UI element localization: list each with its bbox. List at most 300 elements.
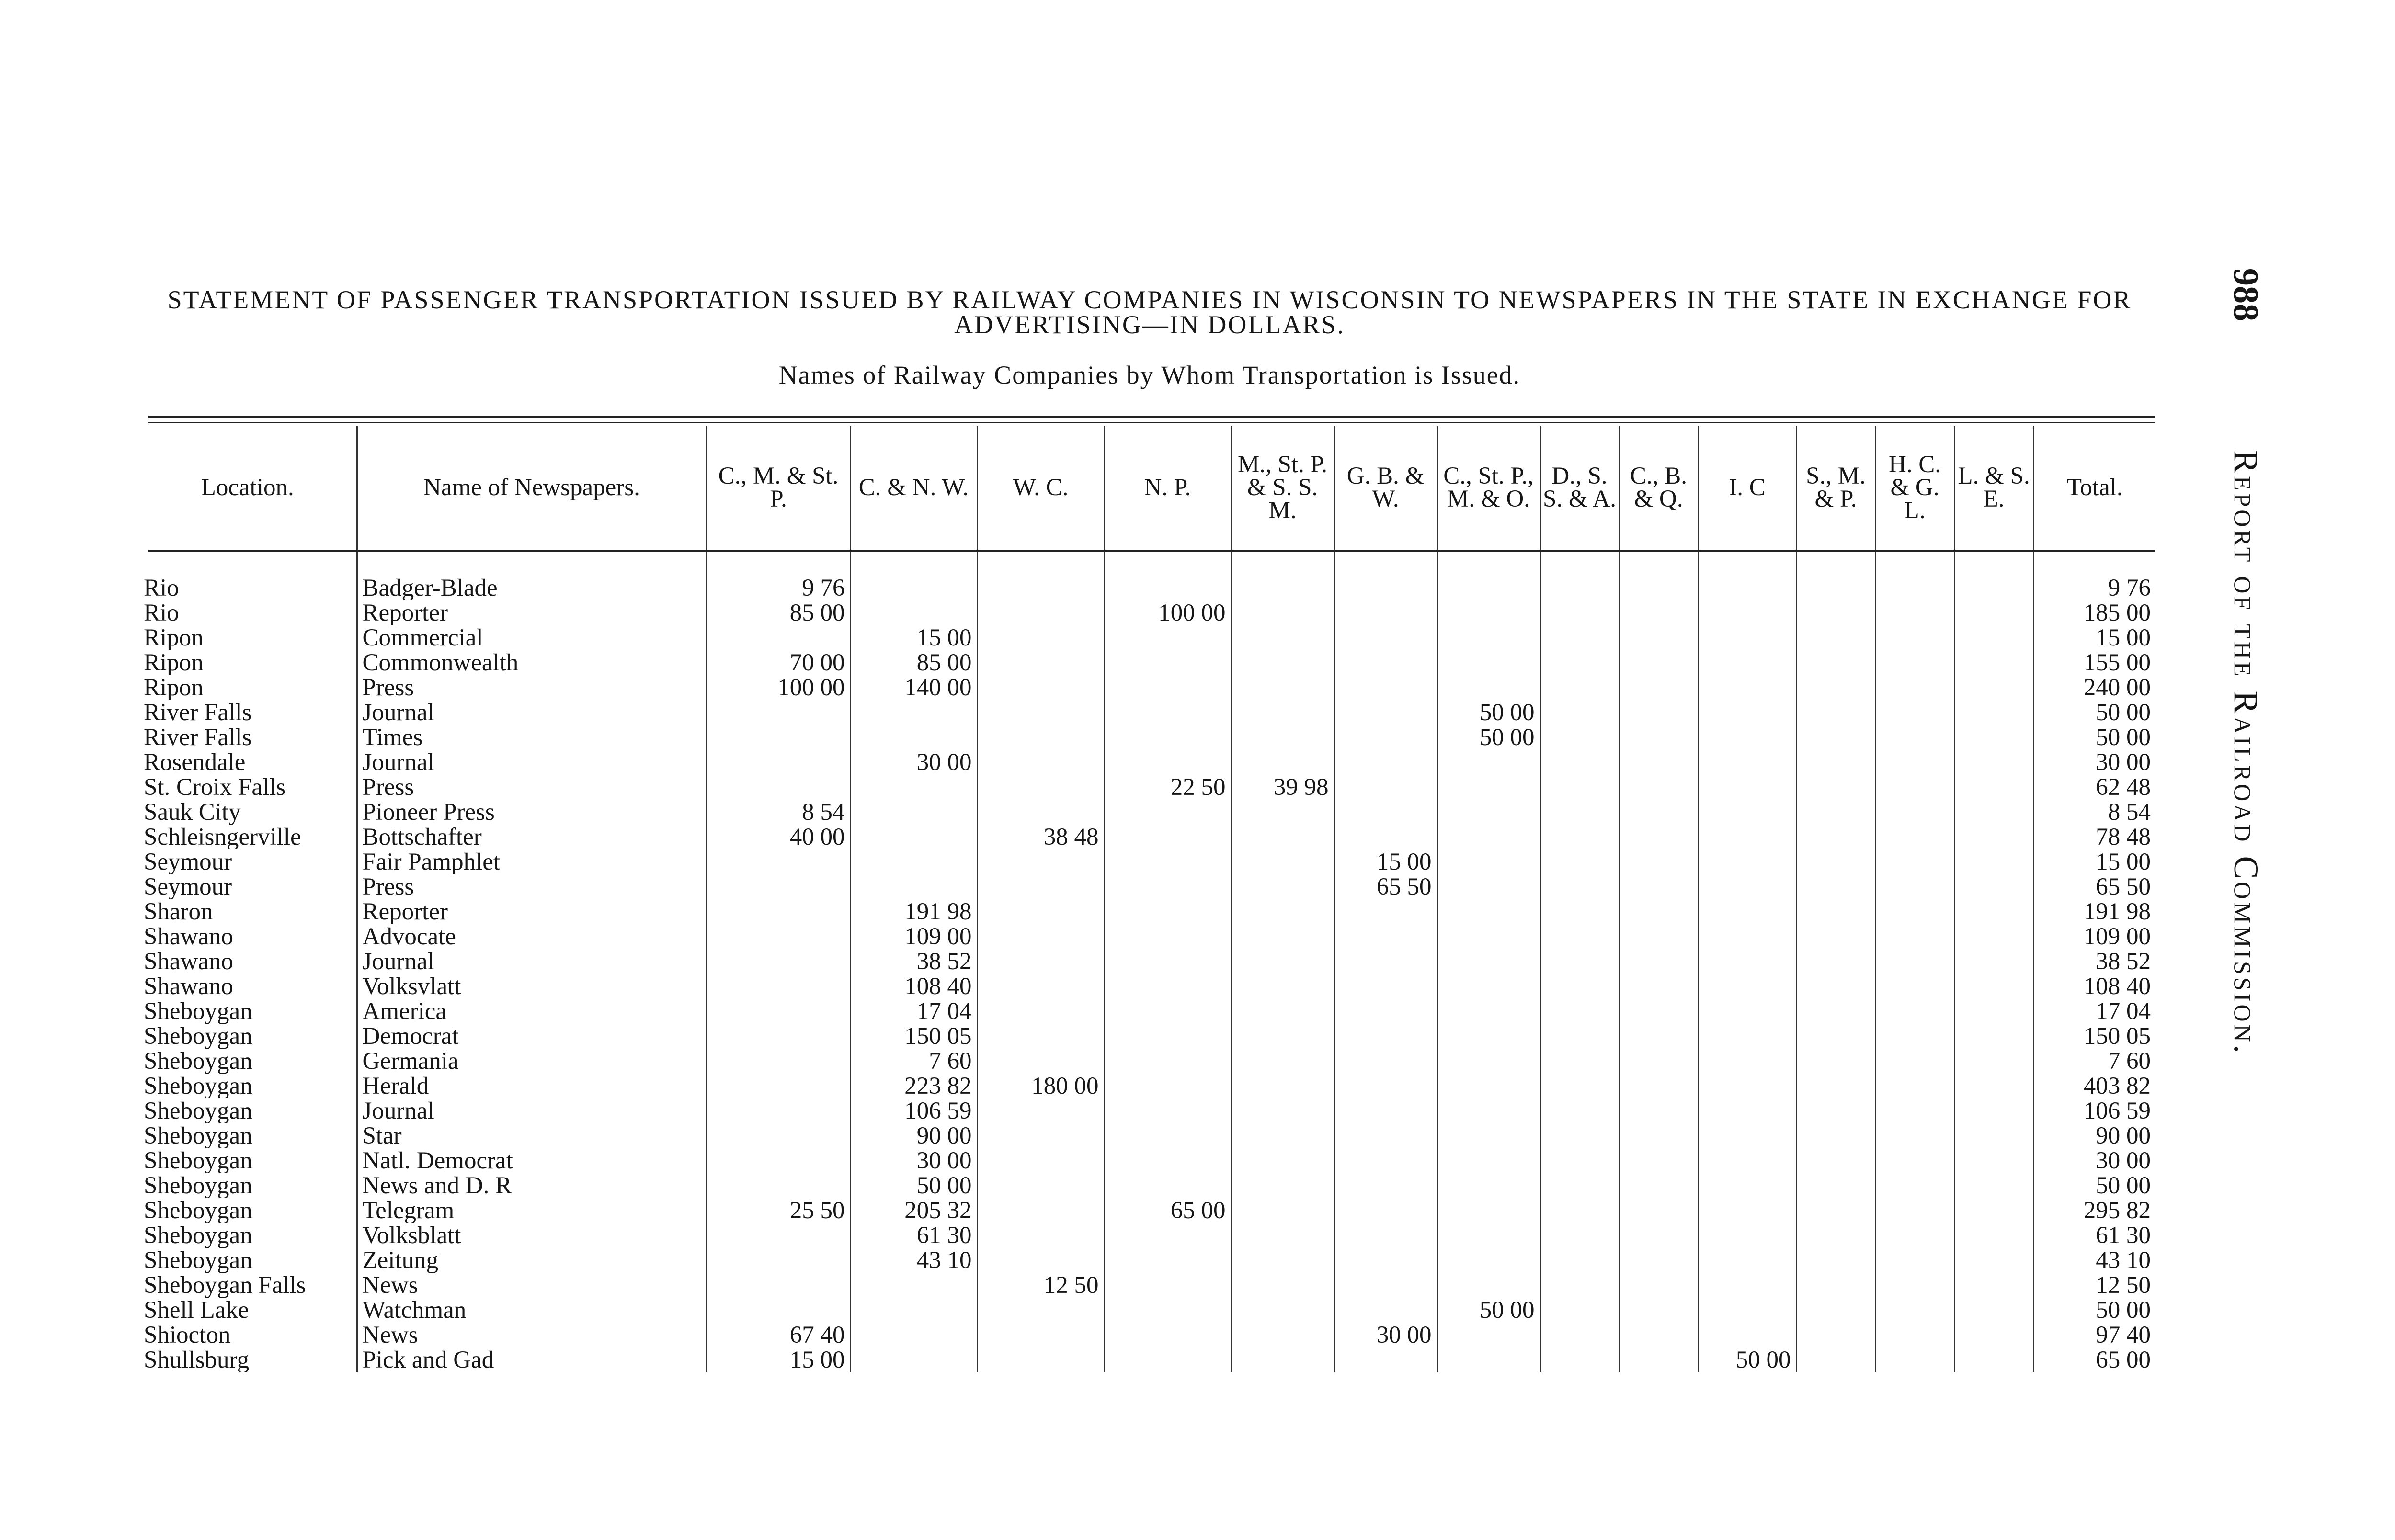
amount-cell — [1540, 1273, 1619, 1298]
column-header: M., St. P. & S. S. M. — [1231, 426, 1334, 549]
amount-cell — [1334, 924, 1437, 949]
newspaper-cell: News — [357, 1273, 707, 1298]
amount-cell — [1104, 1049, 1231, 1074]
amount-cell — [850, 549, 977, 600]
table-row — [139, 1248, 2156, 1273]
total-cell: 191 98 — [2033, 899, 2156, 924]
amount-cell: 106 59 — [850, 1098, 977, 1123]
amount-cell — [1334, 775, 1437, 800]
amount-cell — [1954, 1348, 2033, 1372]
amount-cell — [1437, 750, 1540, 775]
amount-cell — [1540, 549, 1619, 600]
amount-cell — [850, 849, 977, 874]
amount-cell — [1875, 825, 1954, 849]
newspaper-cell: Press — [357, 874, 707, 899]
amount-cell — [1231, 1173, 1334, 1198]
newspaper-cell: Volksblatt — [357, 1223, 707, 1248]
amount-cell — [1954, 1298, 2033, 1323]
amount-cell: 7 60 — [850, 1049, 977, 1074]
amount-cell — [1619, 1348, 1698, 1372]
amount-cell — [977, 949, 1104, 974]
amount-cell — [1104, 825, 1231, 849]
amount-cell — [707, 899, 850, 924]
table-row — [139, 725, 2156, 750]
total-cell: 155 00 — [2033, 650, 2156, 675]
amount-cell — [977, 874, 1104, 899]
amount-cell — [1437, 1223, 1540, 1248]
amount-cell — [1875, 949, 1954, 974]
amount-cell — [1437, 1248, 1540, 1273]
amount-cell — [1437, 924, 1540, 949]
total-cell: 78 48 — [2033, 825, 2156, 849]
amount-cell — [1104, 800, 1231, 825]
amount-cell — [1954, 1049, 2033, 1074]
amount-cell — [1954, 625, 2033, 650]
amount-cell — [1796, 775, 1875, 800]
amount-cell — [1540, 874, 1619, 899]
amount-cell: 12 50 — [977, 1273, 1104, 1298]
total-cell: 97 40 — [2033, 1323, 2156, 1348]
amount-cell: 15 00 — [707, 1348, 850, 1372]
amount-cell — [1954, 1173, 2033, 1198]
amount-cell — [1437, 625, 1540, 650]
amount-cell: 67 40 — [707, 1323, 850, 1348]
amount-cell — [1619, 625, 1698, 650]
table-row — [139, 1123, 2156, 1148]
amount-cell: 9 76 — [707, 549, 850, 600]
amount-cell — [977, 1049, 1104, 1074]
amount-cell — [1954, 1098, 2033, 1123]
amount-cell — [1334, 1074, 1437, 1098]
amount-cell — [1954, 549, 2033, 600]
table-row — [139, 700, 2156, 725]
transportation-table — [139, 426, 2156, 1372]
column-header: C., M. & St. P. — [707, 426, 850, 549]
amount-cell — [1437, 775, 1540, 800]
amount-cell — [1796, 1298, 1875, 1323]
amount-cell — [1104, 1248, 1231, 1273]
amount-cell — [1104, 974, 1231, 999]
newspaper-cell: Bottschafter — [357, 825, 707, 849]
amount-cell — [1875, 1273, 1954, 1298]
amount-cell — [1796, 1123, 1875, 1148]
amount-cell — [1231, 750, 1334, 775]
amount-cell: 191 98 — [850, 899, 977, 924]
amount-cell — [707, 1123, 850, 1148]
header-row — [139, 426, 2156, 549]
amount-cell — [1437, 650, 1540, 675]
total-cell: 61 30 — [2033, 1223, 2156, 1248]
amount-cell — [707, 1248, 850, 1273]
amount-cell — [1104, 874, 1231, 899]
amount-cell — [1437, 600, 1540, 625]
location-cell: River Falls — [144, 700, 252, 725]
amount-cell — [1619, 924, 1698, 949]
amount-cell: 100 00 — [707, 675, 850, 700]
amount-cell — [1796, 675, 1875, 700]
newspaper-cell: Star — [357, 1123, 707, 1148]
amount-cell — [1619, 1298, 1698, 1323]
amount-cell — [707, 1074, 850, 1098]
total-cell: 7 60 — [2033, 1049, 2156, 1074]
amount-cell — [977, 1173, 1104, 1198]
amount-cell — [1619, 1248, 1698, 1273]
amount-cell — [1231, 1049, 1334, 1074]
amount-cell — [707, 849, 850, 874]
newspaper-cell: Natl. Democrat — [357, 1148, 707, 1173]
amount-cell — [1540, 1298, 1619, 1323]
amount-cell — [850, 1323, 977, 1348]
amount-cell — [1104, 725, 1231, 750]
amount-cell — [1540, 1024, 1619, 1049]
amount-cell — [1540, 1348, 1619, 1372]
amount-cell — [1698, 999, 1796, 1024]
amount-cell — [1104, 1024, 1231, 1049]
location-cell: Sheboygan — [144, 999, 252, 1024]
amount-cell: 15 00 — [850, 625, 977, 650]
total-cell: 15 00 — [2033, 849, 2156, 874]
amount-cell — [1437, 1173, 1540, 1198]
top-rule — [148, 416, 2156, 418]
amount-cell — [1698, 750, 1796, 775]
newspaper-cell: Volksvlatt — [357, 974, 707, 999]
amount-cell — [977, 549, 1104, 600]
amount-cell — [1796, 725, 1875, 750]
amount-cell — [977, 1198, 1104, 1223]
amount-cell — [1619, 775, 1698, 800]
amount-cell — [1698, 825, 1796, 849]
total-cell: 30 00 — [2033, 1148, 2156, 1173]
amount-cell: 50 00 — [1437, 700, 1540, 725]
column-header: G. B. & W. — [1334, 426, 1437, 549]
amount-cell — [1796, 1348, 1875, 1372]
amount-cell — [1796, 1223, 1875, 1248]
column-header: W. C. — [977, 426, 1104, 549]
amount-cell: 205 32 — [850, 1198, 977, 1223]
amount-cell — [1875, 899, 1954, 924]
column-header: I. C — [1698, 426, 1796, 549]
amount-cell — [1796, 999, 1875, 1024]
amount-cell — [1698, 549, 1796, 600]
amount-cell — [1698, 725, 1796, 750]
total-cell: 185 00 — [2033, 600, 2156, 625]
amount-cell: 85 00 — [707, 600, 850, 625]
amount-cell — [1231, 1123, 1334, 1148]
amount-cell — [1334, 1173, 1437, 1198]
amount-cell — [1796, 974, 1875, 999]
table-row — [139, 1273, 2156, 1298]
amount-cell — [1698, 775, 1796, 800]
amount-cell — [1334, 1273, 1437, 1298]
total-cell: 38 52 — [2033, 949, 2156, 974]
amount-cell — [1104, 949, 1231, 974]
amount-cell — [1334, 999, 1437, 1024]
amount-cell — [1875, 725, 1954, 750]
amount-cell — [1540, 700, 1619, 725]
amount-cell — [1231, 725, 1334, 750]
amount-cell — [1698, 899, 1796, 924]
amount-cell — [1954, 1248, 2033, 1273]
column-header: C., St. P., M. & O. — [1437, 426, 1540, 549]
total-cell: 62 48 — [2033, 775, 2156, 800]
table-row — [139, 1148, 2156, 1173]
location-cell: Sheboygan — [144, 1248, 252, 1273]
column-header: H. C. & G. L. — [1875, 426, 1954, 549]
newspaper-cell: Advocate — [357, 924, 707, 949]
amount-cell — [1540, 899, 1619, 924]
amount-cell — [1698, 1098, 1796, 1123]
amount-cell — [1875, 1223, 1954, 1248]
amount-cell — [1540, 775, 1619, 800]
amount-cell: 108 40 — [850, 974, 977, 999]
newspaper-cell: Journal — [357, 700, 707, 725]
amount-cell — [977, 1148, 1104, 1173]
amount-cell — [1796, 1198, 1875, 1223]
amount-cell: 100 00 — [1104, 600, 1231, 625]
amount-cell: 65 00 — [1104, 1198, 1231, 1223]
amount-cell — [1698, 874, 1796, 899]
amount-cell — [1231, 675, 1334, 700]
amount-cell — [1619, 899, 1698, 924]
total-cell: 50 00 — [2033, 1298, 2156, 1323]
location-cell: Sheboygan — [144, 1148, 252, 1173]
amount-cell — [1698, 1049, 1796, 1074]
amount-cell — [1540, 1148, 1619, 1173]
amount-cell — [1540, 1098, 1619, 1123]
total-cell: 50 00 — [2033, 700, 2156, 725]
page-number: 988 — [2226, 268, 2265, 321]
amount-cell — [977, 650, 1104, 675]
amount-cell: 50 00 — [850, 1173, 977, 1198]
table-body — [139, 549, 2156, 1372]
amount-cell — [1231, 874, 1334, 899]
amount-cell — [977, 600, 1104, 625]
location-cell: Shawano — [144, 924, 233, 949]
amount-cell — [1104, 1348, 1231, 1372]
newspaper-cell: America — [357, 999, 707, 1024]
amount-cell — [977, 775, 1104, 800]
amount-cell — [1698, 650, 1796, 675]
amount-cell — [977, 1024, 1104, 1049]
amount-cell — [1875, 1198, 1954, 1223]
amount-cell: 15 00 — [1334, 849, 1437, 874]
amount-cell — [977, 700, 1104, 725]
amount-cell — [1698, 974, 1796, 999]
location-cell: Shawano — [144, 949, 233, 974]
table-row — [139, 999, 2156, 1024]
amount-cell: 180 00 — [977, 1074, 1104, 1098]
amount-cell: 30 00 — [850, 750, 977, 775]
table-row — [139, 1198, 2156, 1223]
amount-cell — [1334, 1248, 1437, 1273]
table-row — [139, 1024, 2156, 1049]
amount-cell — [977, 1298, 1104, 1323]
amount-cell — [1437, 1348, 1540, 1372]
amount-cell — [1540, 825, 1619, 849]
location-cell: Sauk City — [144, 800, 241, 825]
total-cell: 65 00 — [2033, 1348, 2156, 1372]
amount-cell — [1104, 650, 1231, 675]
total-cell: 50 00 — [2033, 725, 2156, 750]
amount-cell — [1231, 1348, 1334, 1372]
amount-cell — [1619, 750, 1698, 775]
location-cell: River Falls — [144, 725, 252, 750]
amount-cell — [1796, 1049, 1875, 1074]
newspaper-cell: Watchman — [357, 1298, 707, 1323]
amount-cell — [1104, 1098, 1231, 1123]
amount-cell — [1954, 874, 2033, 899]
amount-cell — [1540, 675, 1619, 700]
table-header — [139, 426, 2156, 549]
amount-cell — [1954, 849, 2033, 874]
amount-cell — [707, 1049, 850, 1074]
amount-cell — [1619, 1273, 1698, 1298]
amount-cell — [1954, 1323, 2033, 1348]
amount-cell — [1231, 800, 1334, 825]
amount-cell — [1954, 924, 2033, 949]
amount-cell — [1104, 1223, 1231, 1248]
table-row — [139, 1223, 2156, 1248]
amount-cell — [707, 1173, 850, 1198]
amount-cell: 90 00 — [850, 1123, 977, 1148]
amount-cell — [1437, 825, 1540, 849]
newspaper-cell: Pick and Gad — [357, 1348, 707, 1372]
amount-cell — [1437, 1323, 1540, 1348]
amount-cell — [1954, 1148, 2033, 1173]
amount-cell — [1875, 999, 1954, 1024]
table-row — [139, 775, 2156, 800]
amount-cell: 25 50 — [707, 1198, 850, 1223]
amount-cell — [1540, 725, 1619, 750]
amount-cell — [1437, 899, 1540, 924]
amount-cell — [1104, 1323, 1231, 1348]
newspaper-cell: Reporter — [357, 899, 707, 924]
amount-cell — [1796, 1173, 1875, 1198]
amount-cell — [1954, 675, 2033, 700]
amount-cell — [1954, 974, 2033, 999]
amount-cell — [1875, 600, 1954, 625]
amount-cell — [977, 974, 1104, 999]
amount-cell — [1796, 899, 1875, 924]
amount-cell — [1540, 650, 1619, 675]
amount-cell — [1698, 1148, 1796, 1173]
table-row — [139, 1298, 2156, 1323]
amount-cell — [1796, 1024, 1875, 1049]
amount-cell: 65 50 — [1334, 874, 1437, 899]
running-header: Report of the Railroad Commission. — [2227, 450, 2265, 1056]
amount-cell — [1540, 974, 1619, 999]
amount-cell — [1796, 874, 1875, 899]
newspaper-cell: News and D. R — [357, 1173, 707, 1198]
amount-cell — [1698, 700, 1796, 725]
amount-cell — [1334, 625, 1437, 650]
amount-cell — [1619, 700, 1698, 725]
amount-cell — [1334, 1348, 1437, 1372]
newspaper-cell: Herald — [357, 1074, 707, 1098]
amount-cell — [1540, 999, 1619, 1024]
total-cell: 150 05 — [2033, 1024, 2156, 1049]
amount-cell — [1231, 600, 1334, 625]
amount-cell — [1334, 600, 1437, 625]
location-cell: Seymour — [144, 849, 232, 874]
amount-cell — [1334, 725, 1437, 750]
amount-cell — [1437, 974, 1540, 999]
amount-cell — [1619, 1123, 1698, 1148]
amount-cell — [850, 725, 977, 750]
amount-cell: 61 30 — [850, 1223, 977, 1248]
table-row — [139, 625, 2156, 650]
amount-cell — [1875, 1049, 1954, 1074]
amount-cell: 140 00 — [850, 675, 977, 700]
amount-cell — [1231, 650, 1334, 675]
amount-cell — [707, 750, 850, 775]
amount-cell — [1698, 924, 1796, 949]
amount-cell — [1437, 949, 1540, 974]
amount-cell — [1698, 1198, 1796, 1223]
amount-cell — [1619, 825, 1698, 849]
total-cell: 30 00 — [2033, 750, 2156, 775]
amount-cell — [1698, 800, 1796, 825]
amount-cell — [1796, 700, 1875, 725]
total-cell: 9 76 — [2033, 549, 2156, 600]
amount-cell — [707, 1098, 850, 1123]
location-cell: Sheboygan — [144, 1098, 252, 1123]
amount-cell — [1104, 1074, 1231, 1098]
amount-cell — [1698, 675, 1796, 700]
amount-cell — [1104, 549, 1231, 600]
amount-cell — [1334, 650, 1437, 675]
amount-cell: 39 98 — [1231, 775, 1334, 800]
amount-cell — [1875, 1098, 1954, 1123]
amount-cell — [1231, 700, 1334, 725]
amount-cell — [1619, 874, 1698, 899]
amount-cell — [1619, 849, 1698, 874]
total-cell: 43 10 — [2033, 1248, 2156, 1273]
amount-cell — [1875, 549, 1954, 600]
amount-cell — [1540, 1323, 1619, 1348]
amount-cell — [1334, 1298, 1437, 1323]
amount-cell — [1104, 849, 1231, 874]
amount-cell — [1231, 825, 1334, 849]
newspaper-cell: Press — [357, 775, 707, 800]
location-cell: Rosendale — [144, 750, 246, 775]
total-cell: 50 00 — [2033, 1173, 2156, 1198]
amount-cell — [1875, 1323, 1954, 1348]
amount-cell — [1698, 1273, 1796, 1298]
page-title: STATEMENT OF PASSENGER TRANSPORTATION ISSUED BY RAILWAY COMPANIES IN WISCONSIN TO NEWSPAPERS IN THE STATE IN EXCHANGE FOR ADVERTISING—IN DOLLARS. — [167, 285, 2132, 339]
amount-cell — [1698, 1024, 1796, 1049]
amount-cell — [1796, 625, 1875, 650]
amount-cell — [1954, 775, 2033, 800]
amount-cell: 22 50 — [1104, 775, 1231, 800]
amount-cell — [707, 1024, 850, 1049]
amount-cell — [1334, 974, 1437, 999]
header-rule — [148, 550, 2156, 552]
amount-cell — [1954, 1024, 2033, 1049]
location-cell: Rio — [144, 575, 179, 600]
amount-cell — [1437, 1198, 1540, 1223]
location-cell: Seymour — [144, 874, 232, 899]
amount-cell — [1540, 1074, 1619, 1098]
table-row — [139, 549, 2156, 600]
amount-cell — [1540, 1223, 1619, 1248]
newspaper-cell: Democrat — [357, 1024, 707, 1049]
amount-cell — [977, 1248, 1104, 1273]
total-cell: 108 40 — [2033, 974, 2156, 999]
amount-cell — [1698, 849, 1796, 874]
amount-cell — [977, 1123, 1104, 1148]
amount-cell — [1231, 974, 1334, 999]
